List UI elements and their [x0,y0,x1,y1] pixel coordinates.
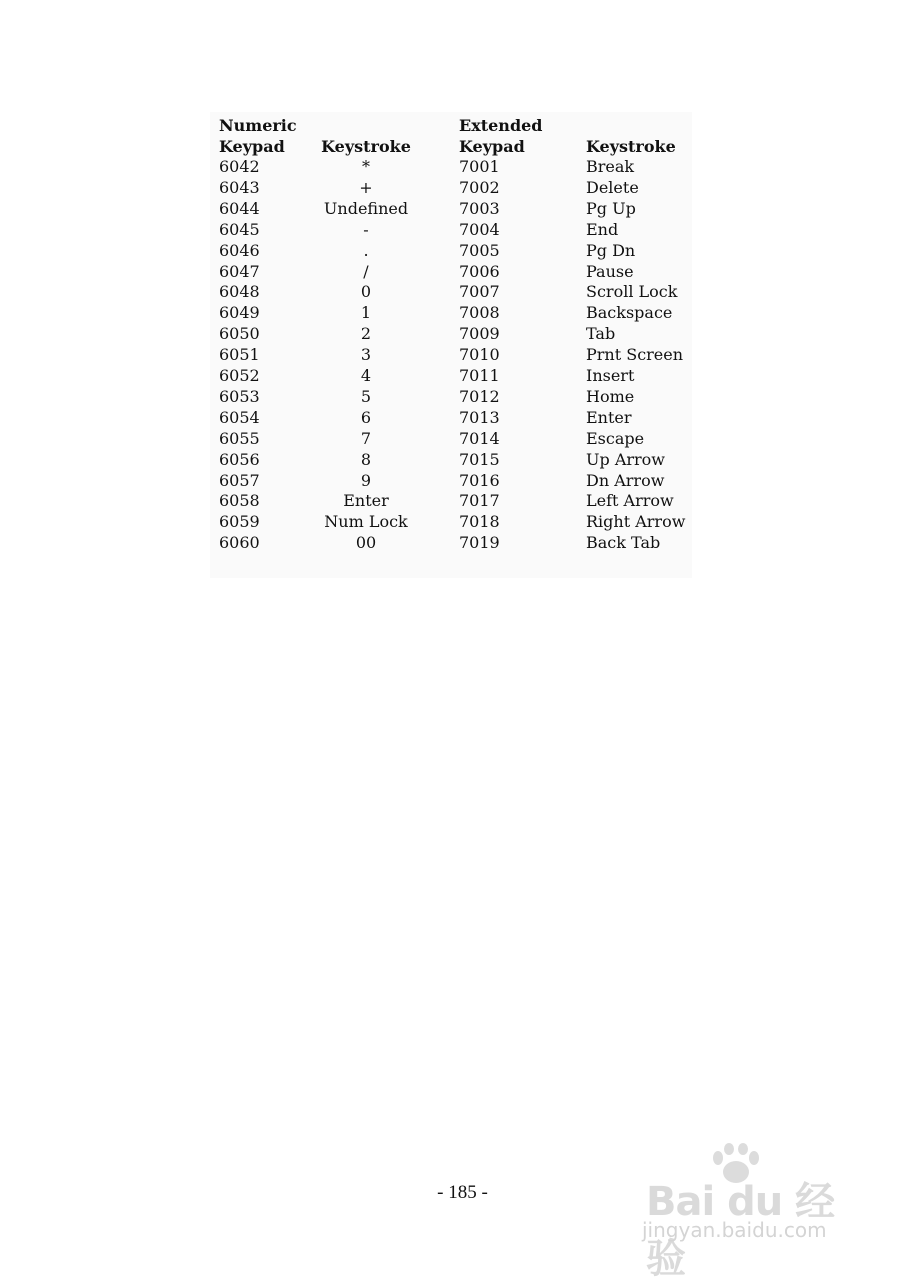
cell-keystroke-2: Prnt Screen [586,345,684,365]
cell-numeric-keypad: 6049 [219,303,260,323]
cell-keystroke-1: 9 [360,470,372,490]
cell-numeric-keypad: 6045 [219,219,260,239]
cell-keystroke-1: 4 [360,366,372,385]
cell-numeric-keypad: 6043 [219,177,260,197]
cell-keystroke-1: 8 [360,449,372,469]
cell-numeric-keypad: 6051 [219,345,260,365]
cell-keystroke-2: End [586,219,619,239]
cell-extended-keypad: 7005 [459,240,500,260]
cell-keystroke-1: 00 [355,533,377,553]
cell-keystroke-1: 2 [360,324,372,344]
cell-numeric-keypad: 6053 [219,386,260,406]
cell-keystroke-1: * [362,157,370,176]
cell-extended-keypad: 7015 [459,449,500,469]
cell-keystroke-2: Pg Up [586,198,636,218]
cell-numeric-keypad: 6060 [219,533,260,553]
cell-keystroke-2: Right Arrow [586,512,686,532]
cell-numeric-keypad: 6059 [219,512,260,532]
cell-keystroke-2: Dn Arrow [586,470,665,490]
cell-extended-keypad: 7018 [459,512,500,532]
cell-numeric-keypad: 6052 [219,366,260,385]
cell-extended-keypad: 7016 [459,470,500,490]
cell-numeric-keypad: 6042 [219,157,260,176]
cell-extended-keypad: 7003 [459,198,500,218]
cell-keystroke-2: Backspace [586,303,673,323]
header-extended-keypad: Keypad [459,137,525,156]
cell-keystroke-1: Enter [343,491,389,511]
cell-keystroke-1: 0 [360,282,372,302]
watermark-url: jingyan.baidu.com [642,1218,827,1242]
cell-keystroke-1: 6 [360,407,372,427]
cell-keystroke-1: 1 [360,303,372,323]
cell-extended-keypad: 7007 [459,282,500,302]
page-number: - 185 - [437,1182,488,1203]
cell-keystroke-1: Num Lock [324,512,408,532]
cell-numeric-keypad: 6048 [219,282,260,302]
cell-extended-keypad: 7010 [459,345,500,365]
cell-extended-keypad: 7013 [459,407,500,427]
cell-extended-keypad: 7009 [459,324,500,344]
cell-extended-keypad: 7008 [459,303,500,323]
cell-keystroke-2: Left Arrow [586,491,674,511]
header-numeric-keypad: Keypad [219,137,285,156]
header-extended: Extended [459,116,543,135]
cell-extended-keypad: 7011 [459,366,500,385]
cell-extended-keypad: 7006 [459,261,500,281]
cell-extended-keypad: 7014 [459,428,500,448]
cell-numeric-keypad: 6047 [219,261,260,281]
cell-numeric-keypad: 6055 [219,428,260,448]
cell-keystroke-2: Escape [586,428,645,448]
cell-keystroke-2: Scroll Lock [586,282,678,302]
cell-numeric-keypad: 6058 [219,491,260,511]
cell-keystroke-2: Break [586,157,635,176]
cell-extended-keypad: 7019 [459,533,500,553]
cell-extended-keypad: 7004 [459,219,500,239]
cell-keystroke-2: Tab [586,324,616,344]
cell-numeric-keypad: 6046 [219,240,260,260]
header-keystroke-2: Keystroke [586,137,676,156]
cell-keystroke-2: Pg Dn [586,240,636,260]
cell-keystroke-1: / [363,261,369,281]
baidu-watermark [640,1140,855,1282]
cell-numeric-keypad: 6044 [219,198,260,218]
cell-keystroke-2: Back Tab [586,533,661,553]
header-keystroke-1: Keystroke [321,137,411,156]
cell-numeric-keypad: 6056 [219,449,260,469]
cell-keystroke-2: Up Arrow [586,449,665,469]
cell-numeric-keypad: 6054 [219,407,260,427]
cell-numeric-keypad: 6057 [219,470,260,490]
cell-keystroke-2: Pause [586,261,634,281]
cell-keystroke-2: Delete [586,177,639,197]
watermark-logo: Bai du 经验 [646,1179,835,1282]
cell-extended-keypad: 7017 [459,491,500,511]
cell-keystroke-1: 5 [360,386,372,406]
cell-keystroke-1: - [363,219,369,239]
cell-keystroke-1: Undefined [323,198,409,218]
header-numeric: Numeric [219,116,297,135]
cell-keystroke-1: 7 [360,428,372,448]
cell-extended-keypad: 7002 [459,177,500,197]
cell-keystroke-1: 3 [360,345,372,365]
cell-keystroke-2: Enter [586,407,632,427]
cell-extended-keypad: 7012 [459,386,500,406]
cell-extended-keypad: 7001 [459,157,500,176]
cell-keystroke-2: Insert [586,366,635,385]
cell-keystroke-1: . [363,240,369,260]
cell-keystroke-1: + [359,177,373,197]
cell-numeric-keypad: 6050 [219,324,260,344]
cell-keystroke-2: Home [586,386,635,406]
